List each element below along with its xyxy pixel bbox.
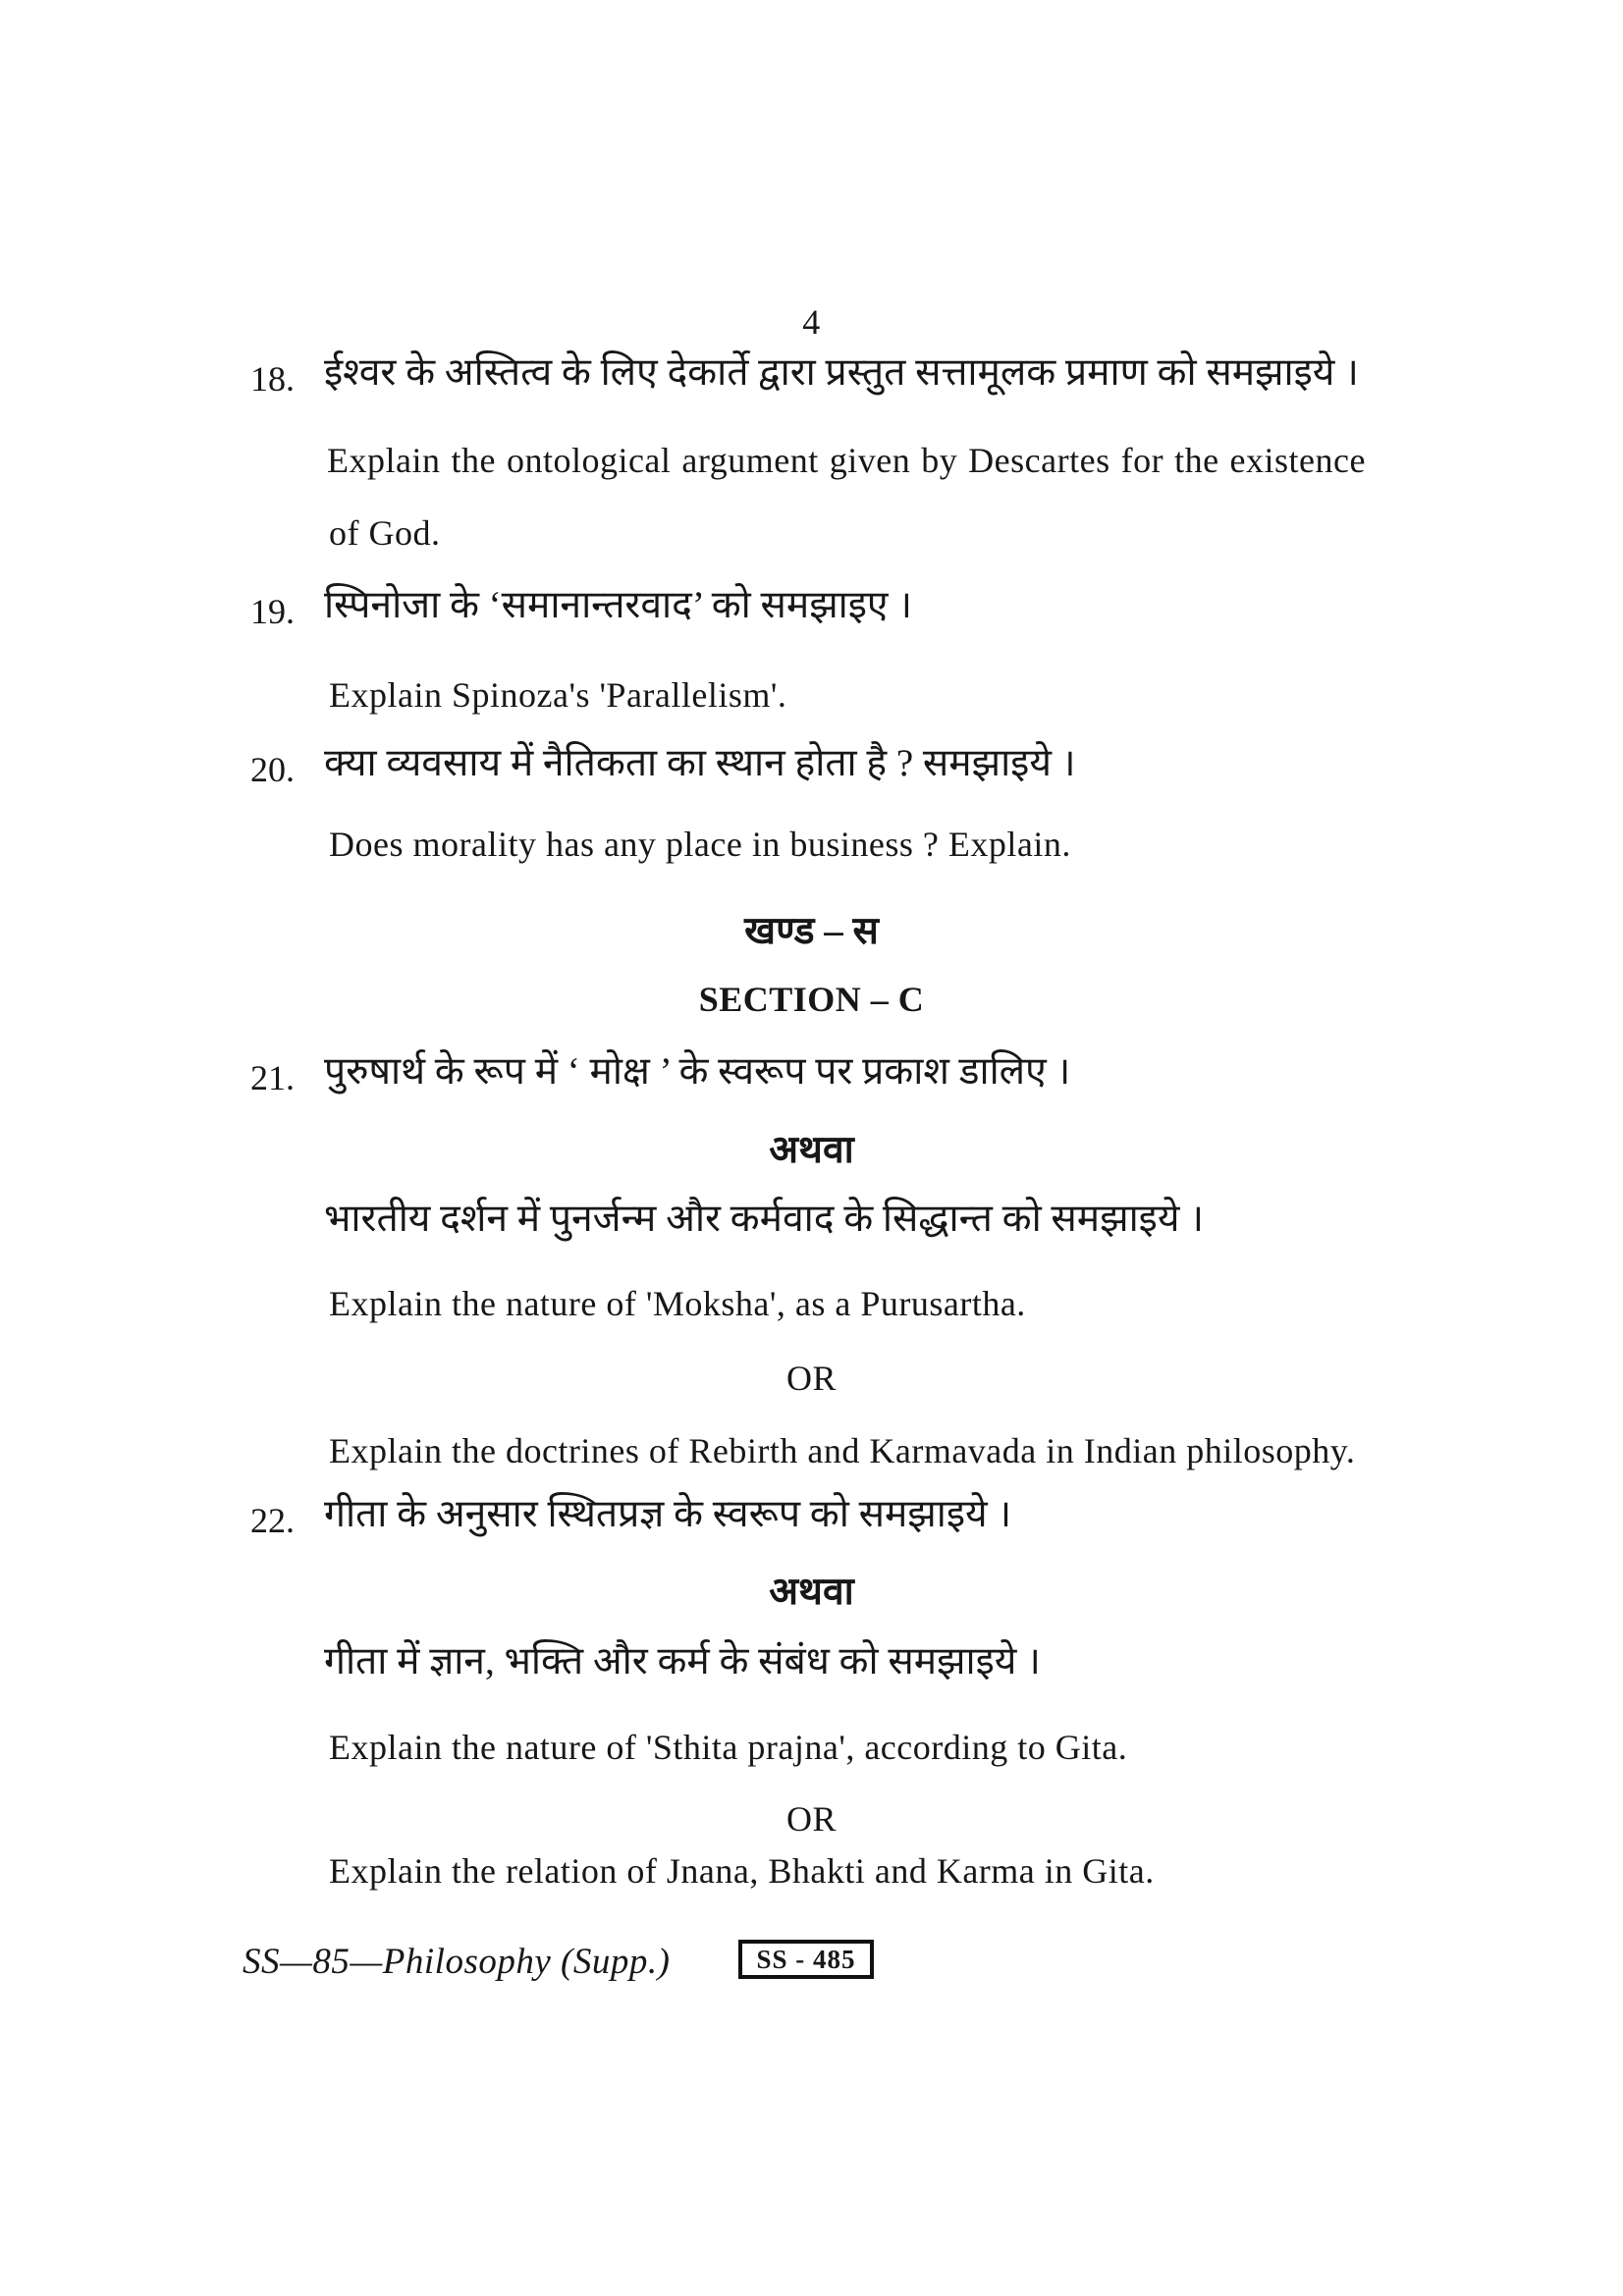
q21-number: 21.: [250, 1058, 295, 1097]
q21-or-label-english: OR: [785, 1359, 837, 1398]
q22-english-text: Explain the nature of 'Sthita prajna', according to Gita.: [329, 1728, 1128, 1767]
q18-hindi-text: ईश्वर के अस्तित्व के लिए देकार्ते द्वारा प्रस्तुत सत्तामूलक प्रमाण को समझाइये ।: [324, 351, 1359, 394]
q20-number: 20.: [250, 750, 295, 789]
q18-number: 18.: [250, 359, 295, 399]
q22-or-label-english: OR: [785, 1799, 837, 1839]
page-number: 4: [802, 302, 821, 342]
q22-english-alt-text: Explain the relation of Jnana, Bhakti and Karma in Gita.: [329, 1851, 1155, 1891]
footer-series-code: SS - 485: [756, 1944, 856, 1974]
q21-english-text: Explain the nature of 'Moksha', as a Purusartha.: [329, 1284, 1026, 1323]
footer-paper-code: SS—85—Philosophy (Supp.): [243, 1942, 671, 1982]
section-heading-hindi: खण्ड – स: [744, 910, 879, 952]
q21-hindi-alt-text: भारतीय दर्शन में पुनर्जन्म और कर्मवाद के सिद्धान्त को समझाइये ।: [324, 1198, 1204, 1240]
footer-series-badge: [738, 1940, 874, 1979]
q21-hindi-text: पुरुषार्थ के रूप में ‘ मोक्ष ’ के स्वरूप पर प्रकाश डालिए ।: [324, 1050, 1071, 1093]
q19-number: 19.: [250, 592, 295, 631]
q22-number: 22.: [250, 1501, 295, 1540]
q20-english-text: Does morality has any place in business ? Explain.: [329, 825, 1071, 864]
q22-hindi-alt-text: गीता में ज्ञान, भक्ति और कर्म के संबंध को समझाइये ।: [324, 1640, 1041, 1682]
q20-hindi-text: क्या व्यवसाय में नैतिकता का स्थान होता है ? समझाइये ।: [324, 742, 1076, 784]
q22-hindi-text: गीता के अनुसार स्थितप्रज्ञ के स्वरूप को समझाइये ।: [324, 1493, 1012, 1535]
q22-or-label-hindi: अथवा: [769, 1571, 854, 1613]
q18-english-line2: of God.: [329, 513, 441, 553]
q19-english-text: Explain Spinoza's 'Parallelism'.: [329, 675, 787, 715]
q21-english-alt-text: Explain the doctrines of Rebirth and Karmavada in Indian philosophy.: [329, 1431, 1356, 1470]
q18-english-line1: Explain the ontological argument given by Descartes for the existence: [327, 441, 1366, 480]
section-heading-english: SECTION – C: [698, 980, 925, 1019]
q19-hindi-text: स्पिनोजा के ‘समानान्तरवाद’ को समझाइए ।: [324, 584, 913, 626]
q21-or-label-hindi: अथवा: [769, 1129, 854, 1171]
